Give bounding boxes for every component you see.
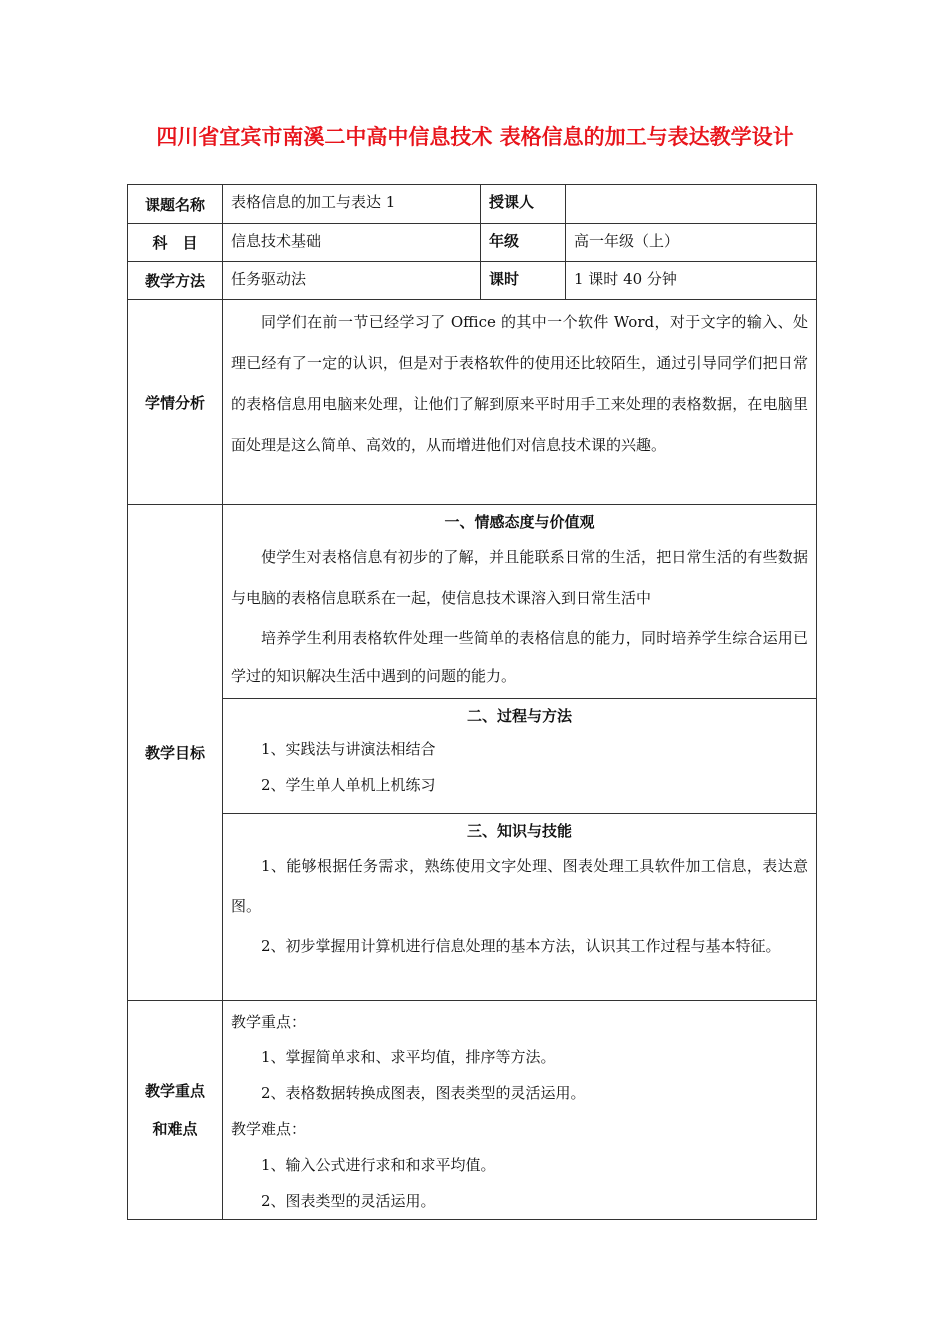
difficulty-item-1: 1、输入公式进行求和和求平均值。 (261, 1156, 496, 1174)
value-periods: 1 课时 40 分钟 (566, 262, 817, 300)
label-objectives: 教学目标 (128, 505, 223, 1001)
value-grade: 高一年级（上） (566, 224, 817, 262)
label-key-points-line-2: 和难点 (152, 1120, 198, 1138)
value-subject: 信息技术基础 (223, 224, 481, 262)
row-method (128, 262, 817, 300)
focus-item-1: 1、掌握简单求和、求平均值，排序等方法。 (261, 1048, 556, 1066)
objective-heading-skills: 三、知识与技能 (466, 822, 572, 840)
label-grade: 年级 (481, 224, 566, 262)
objective-section-attitude (223, 511, 816, 699)
objective-process-item-1: 1、实践法与讲演法相结合 (261, 740, 436, 758)
row-subject (128, 224, 817, 262)
objective-heading-process: 二、过程与方法 (466, 707, 572, 725)
row-course-name (128, 185, 817, 224)
objective-skills-para-1: 1、能够根据任务需求，熟练使用文字处理、图表处理工具软件加工信息，表达意图。 (231, 857, 808, 915)
focus-title: 教学重点： (231, 1013, 307, 1031)
lesson-plan-table (127, 184, 817, 1220)
objective-skills-para-2: 2、初步掌握用计算机进行信息处理的基本方法，认识其工作过程与基本特征。 (261, 937, 781, 955)
value-method: 任务驱动法 (223, 262, 481, 300)
label-subject: 科 目 (128, 224, 223, 262)
row-key-points (128, 1001, 817, 1220)
objective-heading-attitude: 一、情感态度与价值观 (444, 513, 595, 531)
value-teacher (566, 185, 817, 224)
row-analysis (128, 300, 817, 505)
label-teacher: 授课人 (481, 185, 566, 224)
value-course-name: 表格信息的加工与表达 1 (223, 185, 481, 224)
label-key-points (128, 1001, 223, 1220)
document-title: 四川省宜宾市南溪二中高中信息技术 表格信息的加工与表达教学设计 (156, 125, 794, 149)
label-key-points-line-1: 教学重点 (144, 1082, 205, 1100)
difficulty-title: 教学难点： (231, 1120, 307, 1138)
objective-process-item-2: 2、学生单人单机上机练习 (261, 776, 436, 794)
objective-attitude-para-2: 培养学生利用表格软件处理一些简单的表格信息的能力，同时培养学生综合运用已学过的知识解决生活中遇到的问题的能力。 (231, 629, 808, 685)
label-analysis: 学情分析 (128, 300, 223, 505)
difficulty-item-2: 2、图表类型的灵活运用。 (261, 1192, 436, 1210)
objective-section-process (223, 705, 816, 814)
objective-section-skills (223, 820, 816, 966)
objective-attitude-para-1: 使学生对表格信息有初步的了解，并且能联系日常的生活，把日常生活的有些数据与电脑的表格信息联系在一起，使信息技术课溶入到日常生活中 (231, 548, 808, 607)
label-periods: 课时 (481, 262, 566, 300)
focus-item-2: 2、表格数据转换成图表，图表类型的灵活运用。 (261, 1084, 586, 1102)
label-course-name: 课题名称 (128, 185, 223, 224)
row-objectives (128, 505, 817, 1001)
analysis-text: 同学们在前一节已经学习了 Office 的其中一个软件 Word，对于文字的输入、处理已经有了一定的认识，但是对于表格软件的使用还比较陌生，通过引导同学们把日常的表格信息用电脑来处理，让他们了解到原来平时用手工来处理的表格数据，在电脑里面处理是这么简单、高效的，从而增进他们对信息技术课的兴趣。 (231, 313, 808, 454)
label-method: 教学方法 (128, 262, 223, 300)
